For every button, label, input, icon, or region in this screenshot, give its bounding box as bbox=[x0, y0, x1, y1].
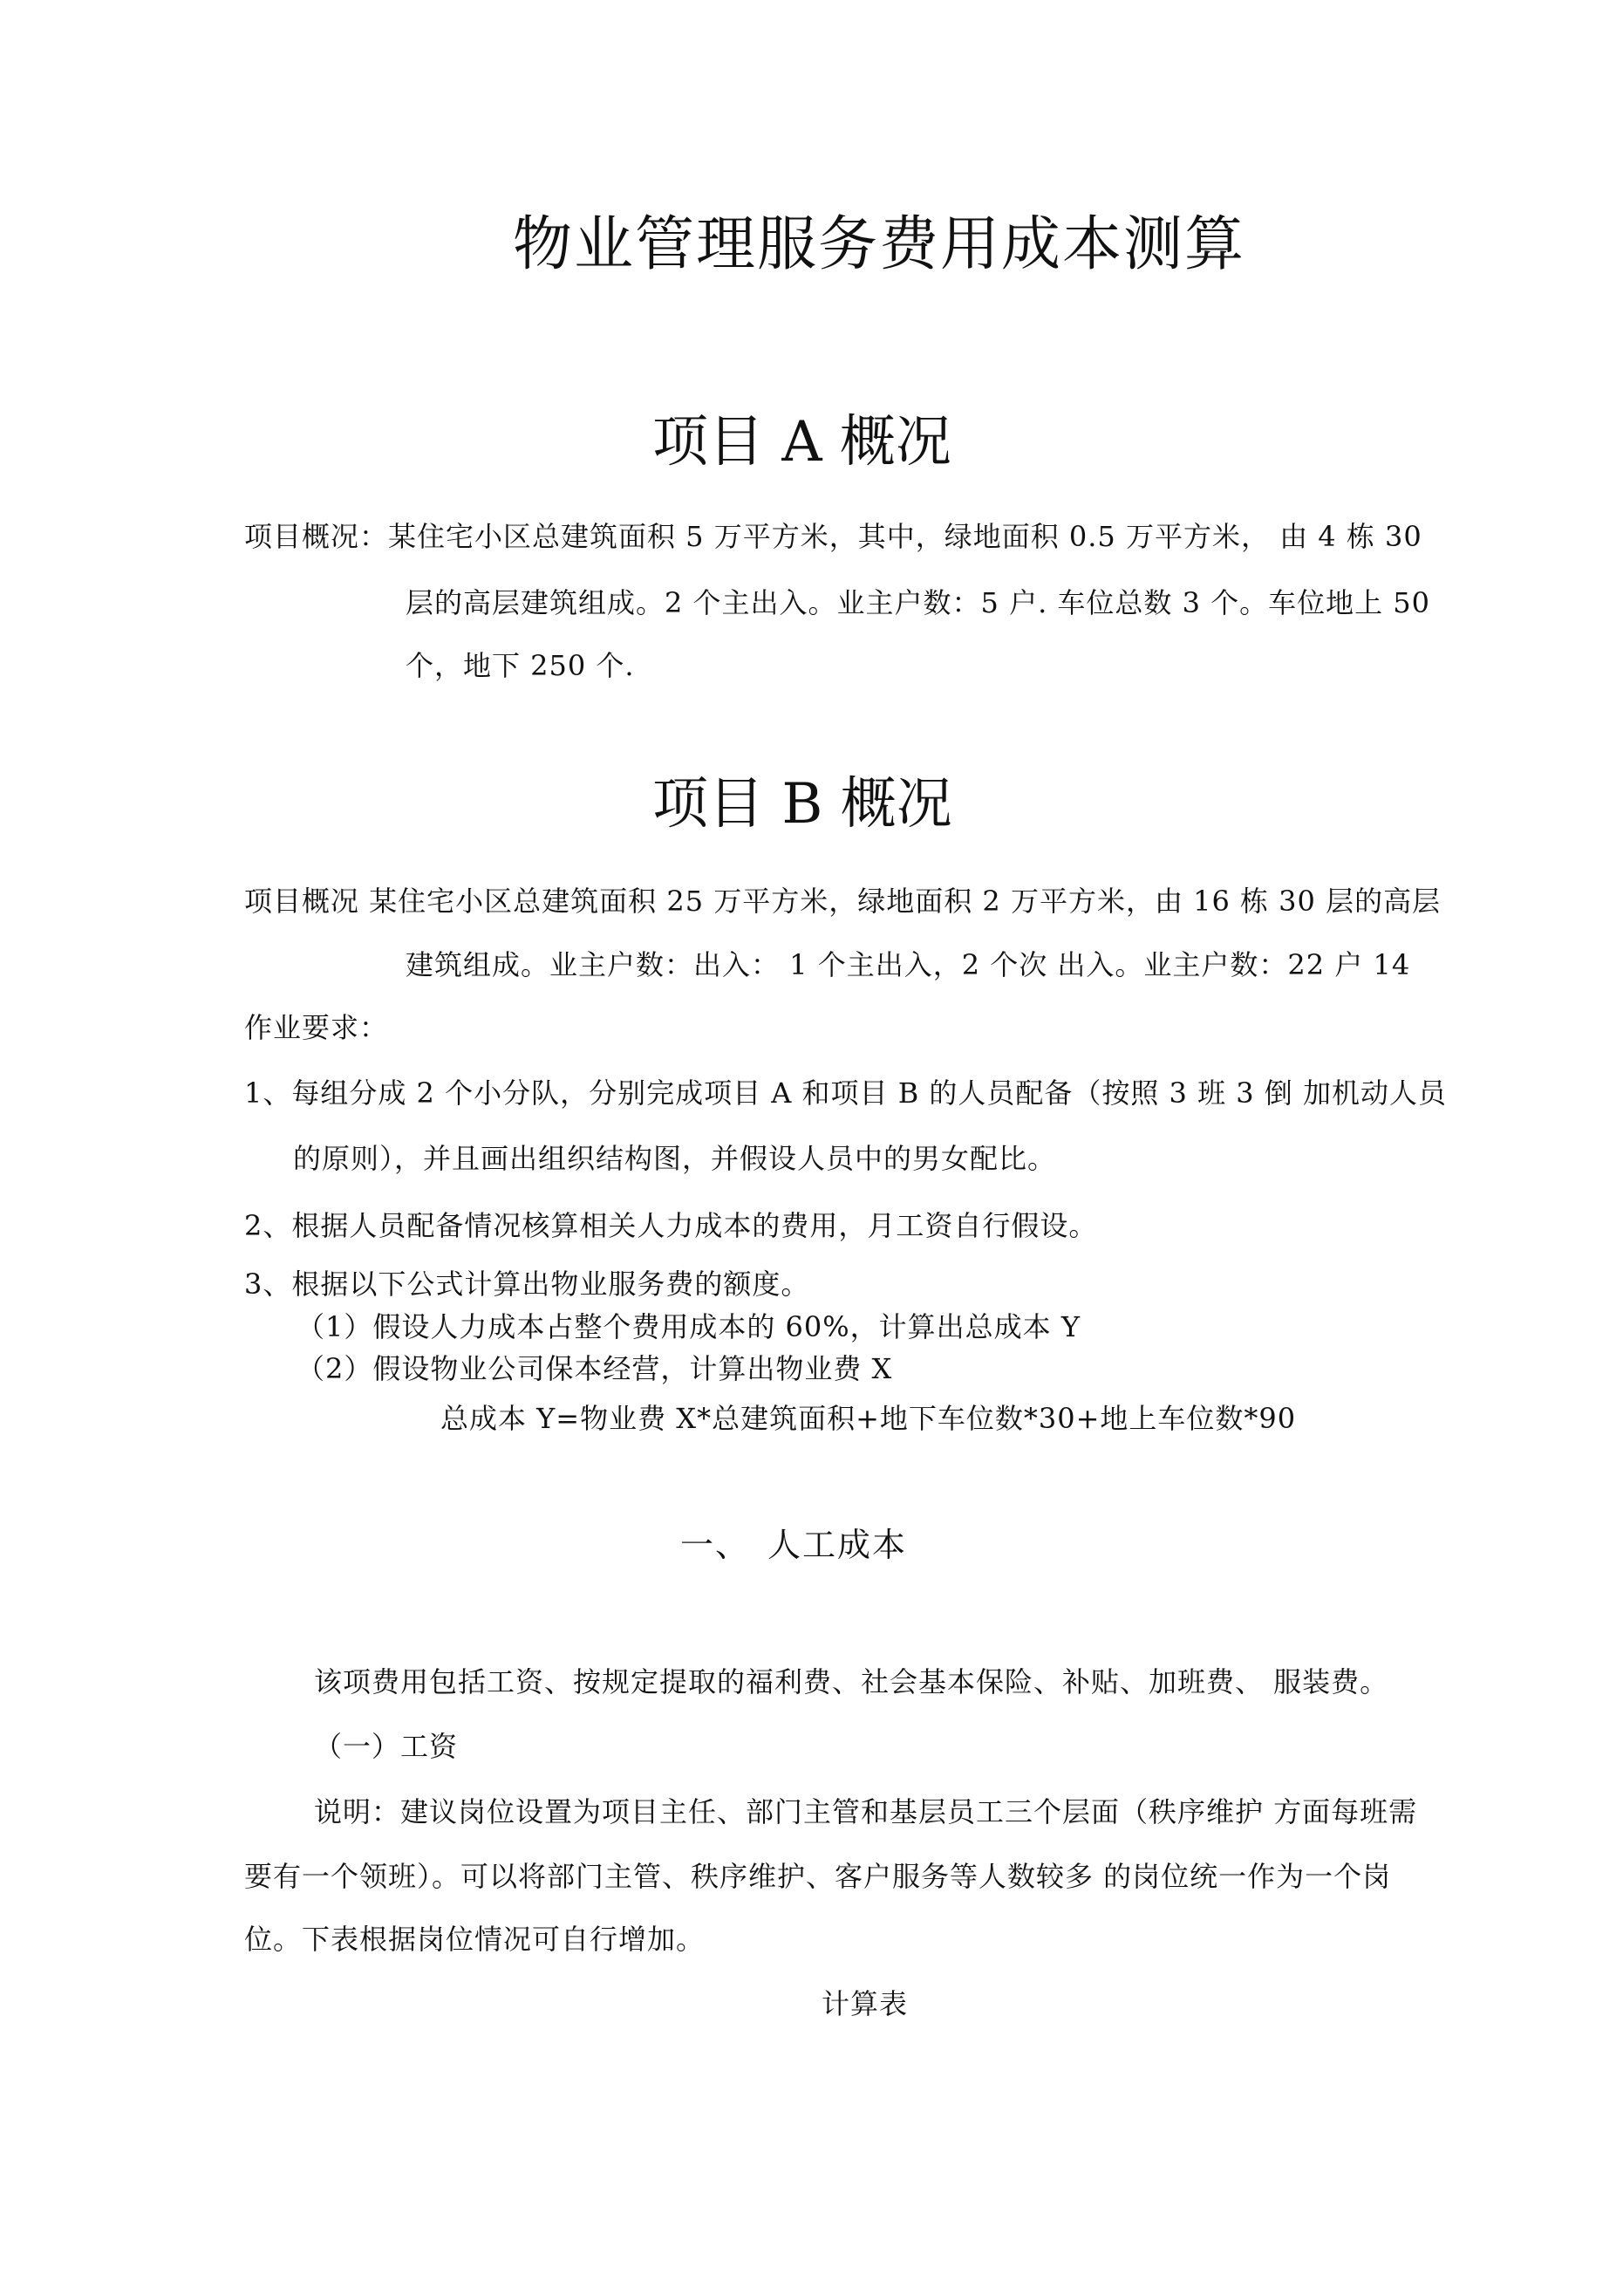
requirement-3-sub-1: （1）假设人力成本占整个费用成本的 60%，计算出总成本 Y bbox=[297, 1310, 1081, 1343]
section-one-heading: 人工成本 bbox=[767, 1526, 908, 1564]
project-a-line-2: 层的高层建筑组成。2 个主出入。业主户数：5 户. 车位总数 3 个。车位地上 50 bbox=[406, 586, 1431, 619]
requirement-3: 3、根据以下公式计算出物业服务费的额度。 bbox=[244, 1268, 810, 1301]
project-a-line-3: 个，地下 250 个. bbox=[406, 649, 635, 682]
document-title: 物业管理服务费用成本测算 bbox=[513, 210, 1246, 279]
wage-subheading: （一）工资 bbox=[314, 1730, 459, 1763]
wage-note-line-2: 要有一个领班）。可以将部门主管、秩序维护、客户服务等人数较多 的岗位统一作为一个岗 bbox=[244, 1860, 1392, 1893]
project-b-line-2: 建筑组成。业主户数：出入： 1 个主出入，2 个次 出入。业主户数：22 户 14 bbox=[406, 948, 1411, 981]
requirements-label: 作业要求： bbox=[244, 1011, 389, 1044]
requirement-1-line-1: 1、每组分成 2 个小分队，分别完成项目 A 和项目 B 的人员配备（按照 3 班 3 倒 加机动人员 bbox=[244, 1076, 1447, 1110]
project-a-line-1: 项目概况：某住宅小区总建筑面积 5 万平方米，其中，绿地面积 0.5 万平方米， 由 4 栋 30 bbox=[244, 520, 1422, 553]
cost-formula: 总成本 Y=物业费 X*总建筑面积+地下车位数*30+地上车位数*90 bbox=[440, 1402, 1297, 1435]
wage-note-line-3: 位。下表根据岗位情况可自行增加。 bbox=[244, 1923, 706, 1956]
table-caption: 计算表 bbox=[822, 1987, 909, 2020]
project-b-line-1: 项目概况 某住宅小区总建筑面积 25 万平方米，绿地面积 2 万平方米，由 16 栋 30 层的高层 bbox=[244, 885, 1442, 918]
section-one-intro: 该项费用包括工资、按规定提取的福利费、社会基本保险、补贴、加班费、 服装费。 bbox=[314, 1665, 1389, 1698]
section-one-number: 一、 bbox=[680, 1526, 751, 1564]
requirement-3-sub-2: （2）假设物业公司保本经营，计算出物业费 X bbox=[297, 1352, 893, 1385]
project-b-heading: 项目 B 概况 bbox=[652, 772, 952, 837]
wage-note-line-1: 说明：建议岗位设置为项目主任、部门主管和基层员工三个层面（秩序维护 方面每班需 bbox=[314, 1795, 1418, 1828]
project-a-heading: 项目 A 概况 bbox=[652, 410, 951, 475]
requirement-1-line-2: 的原则），并且画出组织结构图，并假设人员中的男女配比。 bbox=[293, 1142, 1057, 1175]
requirement-2: 2、根据人员配备情况核算相关人力成本的费用，月工资自行假设。 bbox=[244, 1209, 1098, 1242]
